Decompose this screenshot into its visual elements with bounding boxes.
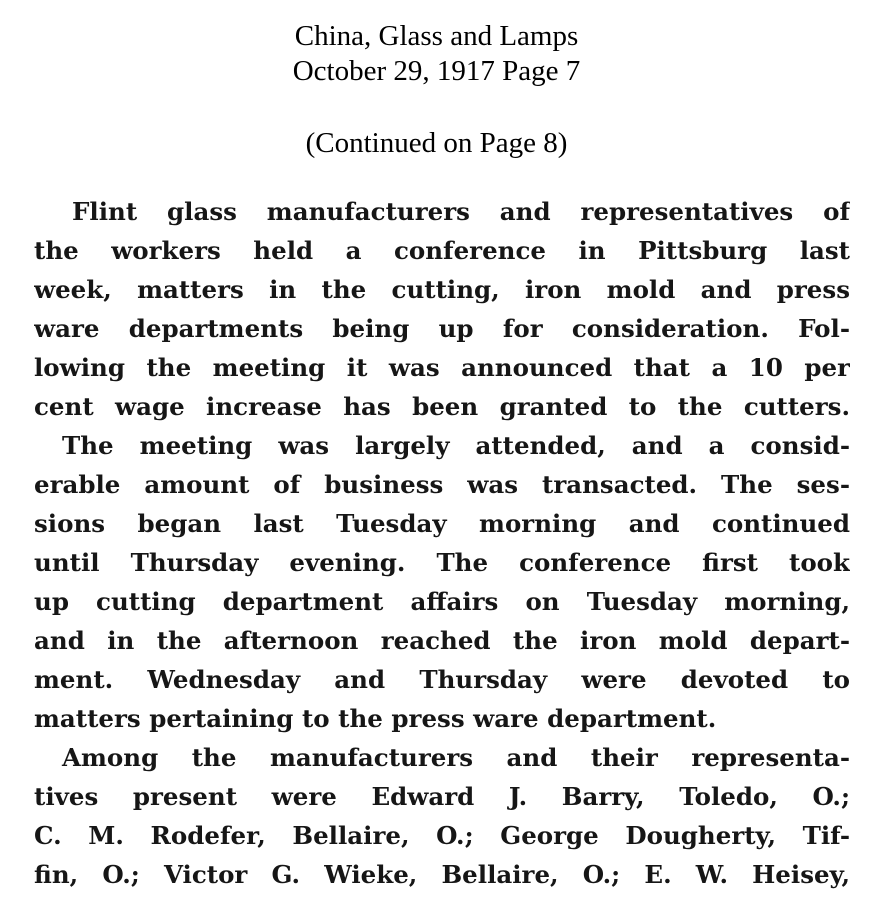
header-block [0, 19, 873, 89]
article-line: up cutting department affairs on Tuesday morning, [34, 587, 850, 616]
article-body [34, 192, 850, 894]
article-line: lowing the meeting it was announced that a 10 per [34, 353, 850, 382]
article-line: ment. Wednesday and Thursday were devoted to [34, 665, 850, 694]
article-line: Flint glass manufacturers and representatives of [72, 197, 850, 226]
article-line: week, matters in the cutting, iron mold and press [34, 275, 850, 304]
article-line: sions began last Tuesday morning and continued [34, 509, 850, 538]
article-line: until Thursday evening. The conference first took [34, 548, 850, 577]
article-line: erable amount of business was transacted. The ses- [34, 470, 850, 499]
dateline: October 29, 1917 Page 7 [292, 55, 581, 87]
publication-title: China, Glass and Lamps [294, 20, 579, 52]
article-line: cent wage increase has been granted to the cutters. [34, 392, 850, 421]
article-line: ware departments being up for consideration. Fol- [34, 314, 850, 343]
article-line: the workers held a conference in Pittsburg last [34, 236, 850, 265]
article-line: fin, O.; Victor G. Wieke, Bellaire, O.; E. W. Heisey, [34, 860, 850, 889]
article-line: The meeting was largely attended, and a consid- [62, 431, 850, 460]
article-line: tives present were Edward J. Barry, Toledo, O.; [34, 782, 850, 811]
article-line: and in the afternoon reached the iron mold depart- [34, 626, 850, 655]
article-line: matters pertaining to the press ware department. [34, 704, 717, 733]
continued-notice: (Continued on Page 8) [305, 127, 568, 159]
article-line: Among the manufacturers and their representa- [62, 743, 850, 772]
article-line: C. M. Rodefer, Bellaire, O.; George Dougherty, Tif- [34, 821, 850, 850]
